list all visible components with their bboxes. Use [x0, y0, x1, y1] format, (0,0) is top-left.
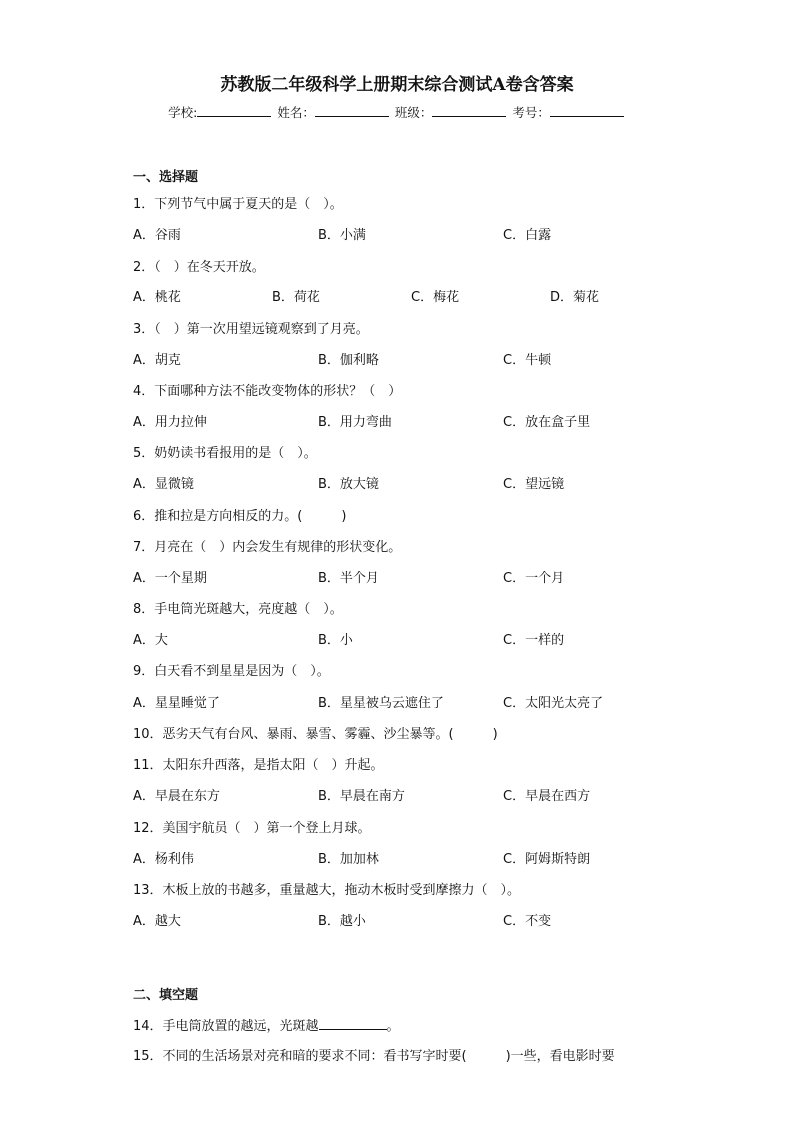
question-5: 5．奶奶读书看报用的是（ ）。 [133, 446, 317, 461]
q11-option-c[interactable]: C．早晨在西方 [503, 789, 591, 804]
q2-option-c[interactable]: C．梅花 [411, 290, 460, 305]
section-heading-choice: 一、选择题 [133, 170, 199, 185]
exam-number-label: 考号： [512, 105, 550, 120]
q1-option-b[interactable]: B．小满 [318, 228, 366, 243]
exam-number-blank[interactable] [550, 104, 624, 117]
q12-option-b[interactable]: B．加加林 [318, 852, 379, 867]
q12-option-c[interactable]: C．阿姆斯特朗 [503, 852, 591, 867]
q8-option-b[interactable]: B．小 [318, 633, 353, 648]
q8-option-c[interactable]: C．一样的 [503, 633, 565, 648]
q5-option-b[interactable]: B．放大镜 [318, 477, 379, 492]
question-13: 13．木板上放的书越多，重量越大，拖动木板时受到摩擦力（ ）。 [133, 883, 521, 898]
q5-option-a[interactable]: A．显微镜 [133, 477, 194, 492]
q11-option-b[interactable]: B．早晨在南方 [318, 789, 405, 804]
question-9: 9．白天看不到星星是因为（ ）。 [133, 664, 330, 679]
q9-option-c[interactable]: C．太阳光太亮了 [503, 696, 604, 711]
school-blank[interactable] [197, 104, 271, 117]
q3-option-b[interactable]: B．伽利略 [318, 353, 379, 368]
student-info-row [0, 103, 794, 121]
q4-option-c[interactable]: C．放在盒子里 [503, 415, 591, 430]
q4-option-a[interactable]: A．用力拉伸 [133, 415, 207, 430]
q8-option-a[interactable]: A．大 [133, 633, 168, 648]
question-10: 10．恶劣天气有台风、暴雨、暴雪、雾霾、沙尘暴等。( ) [133, 727, 498, 742]
class-blank[interactable] [432, 104, 506, 117]
q13-option-c[interactable]: C．不变 [503, 914, 552, 929]
question-7: 7．月亮在（ ）内会发生有规律的形状变化。 [133, 540, 402, 555]
q3-option-c[interactable]: C．牛顿 [503, 353, 552, 368]
q2-option-d[interactable]: D．菊花 [550, 290, 600, 305]
question-4: 4．下面哪种方法不能改变物体的形状？（ ） [133, 384, 402, 399]
q11-option-a[interactable]: A．早晨在东方 [133, 789, 220, 804]
q7-option-b[interactable]: B．半个月 [318, 571, 379, 586]
exam-title: 苏教版二年级科学上册期末综合测试A卷含答案 [220, 75, 574, 95]
question-12: 12．美国宇航员（ ）第一个登上月球。 [133, 821, 371, 836]
q9-option-a[interactable]: A．星星睡觉了 [133, 696, 220, 711]
q14-text: 14．手电筒放置的越远，光斑越 [133, 1019, 319, 1034]
question-11: 11．太阳东升西落，是指太阳（ ）升起。 [133, 758, 384, 773]
question-2: 2．（ ）在冬天开放。 [133, 260, 265, 275]
name-label: 姓名： [277, 105, 315, 120]
q7-option-a[interactable]: A．一个星期 [133, 571, 207, 586]
school-label: 学校: [168, 105, 198, 120]
question-8: 8．手电筒光斑越大，亮度越（ ）。 [133, 602, 343, 617]
q3-option-a[interactable]: A．胡克 [133, 353, 181, 368]
q9-option-b[interactable]: B．星星被乌云遮住了 [318, 696, 444, 711]
q12-option-a[interactable]: A．杨利伟 [133, 852, 194, 867]
q7-option-c[interactable]: C．一个月 [503, 571, 565, 586]
q5-option-c[interactable]: C．望远镜 [503, 477, 565, 492]
q14-end: 。 [386, 1019, 400, 1034]
question-3: 3．（ ）第一次用望远镜观察到了月亮。 [133, 322, 369, 337]
question-15: 15．不同的生活场景对亮和暗的要求不同：看书写字时要( )一些，看电影时要 [133, 1049, 615, 1064]
q13-option-a[interactable]: A．越大 [133, 914, 181, 929]
name-blank[interactable] [315, 104, 389, 117]
question-6: 6．推和拉是方向相反的力。( ) [133, 509, 347, 524]
q13-option-b[interactable]: B．越小 [318, 914, 366, 929]
question-1: 1．下列节气中属于夏天的是（ ）。 [133, 197, 343, 212]
q2-option-b[interactable]: B．荷花 [272, 290, 320, 305]
q4-option-b[interactable]: B．用力弯曲 [318, 415, 392, 430]
q1-option-c[interactable]: C．白露 [503, 228, 552, 243]
question-14 [133, 1015, 400, 1034]
q1-option-a[interactable]: A．谷雨 [133, 228, 181, 243]
section-heading-fill-blank: 二、填空题 [133, 988, 199, 1003]
q2-option-a[interactable]: A．桃花 [133, 290, 181, 305]
class-label: 班级： [394, 105, 433, 120]
q14-answer-blank[interactable] [319, 1017, 387, 1030]
